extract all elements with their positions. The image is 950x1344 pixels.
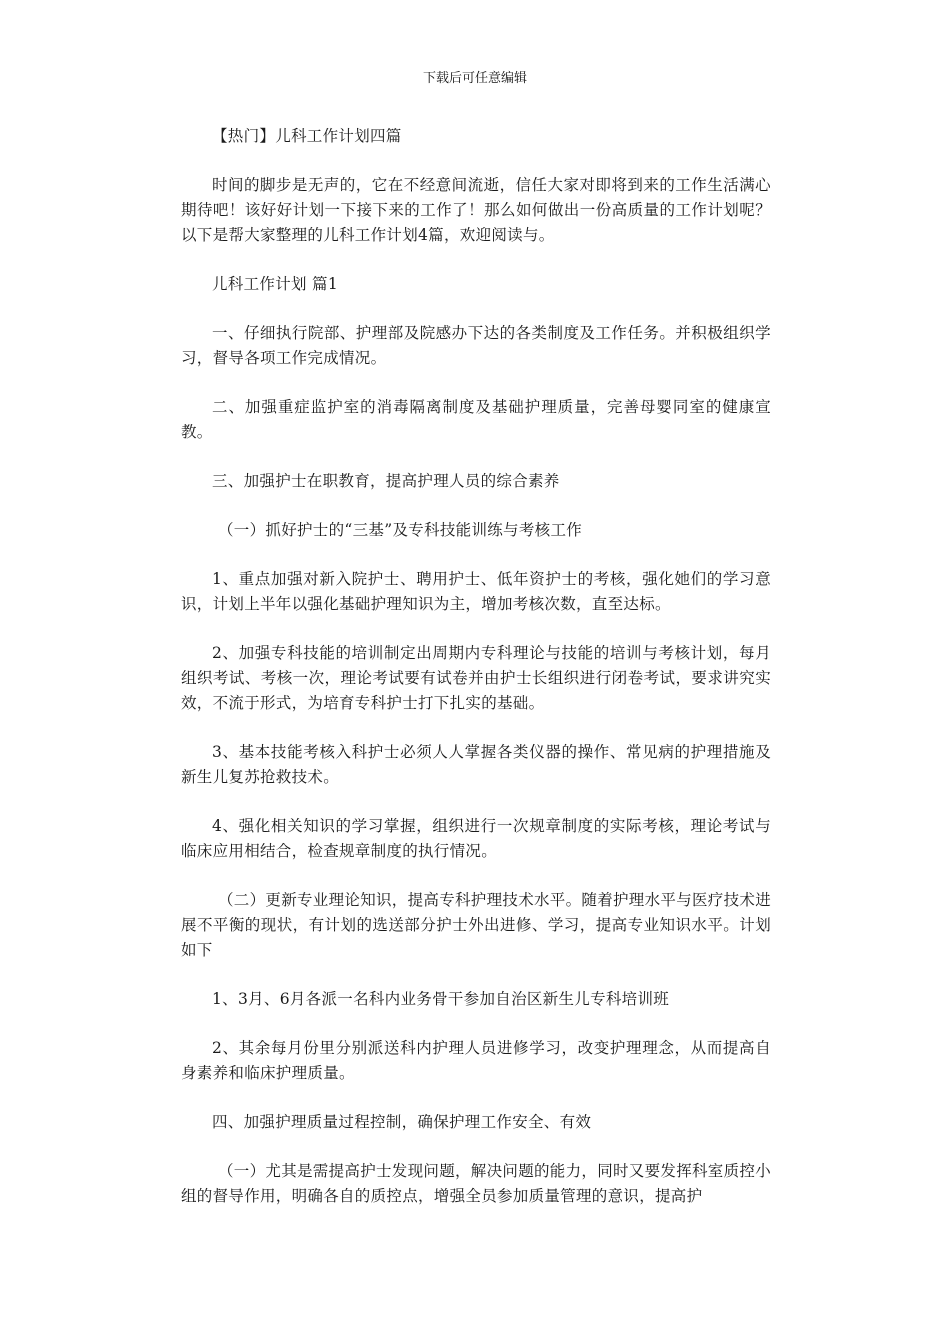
paragraph: （一）尤其是需提高护士发现问题，解决问题的能力，同时又要发挥科室质控小组的督导作用，明确各自的质控点，增强全员参加质量管理的意识，提高护 xyxy=(181,1162,772,1205)
paragraph: 三、加强护士在职教育，提高护理人员的综合素养 xyxy=(212,472,560,490)
document-title: 【热门】儿科工作计划四篇 xyxy=(212,127,402,145)
paragraph: （二）更新专业理论知识，提高专科护理技术水平。随着护理水平与医疗技术进展不平衡的现状，有计划的选送部分护士外出进修、学习，提高专业知识水平。计划如下 xyxy=(181,891,772,959)
paragraph-intro: 时间的脚步是无声的，它在不经意间流逝，信任大家对即将到来的工作生活满心期待吧！该好好计划一下接下来的工作了！那么如何做出一份高质量的工作计划呢？以下是帮大家整理的儿科工作计划4篇，欢迎阅读与。 xyxy=(181,176,771,244)
subheading: （一）抓好护士的“三基”及专科技能训练与考核工作 xyxy=(218,521,583,539)
section-heading: 儿科工作计划 篇1 xyxy=(212,275,338,293)
paragraph: 四、加强护理质量过程控制，确保护理工作安全、有效 xyxy=(212,1113,592,1131)
paragraph: 二、加强重症监护室的消毒隔离制度及基础护理质量，完善母婴同室的健康宣教。 xyxy=(181,398,771,441)
paragraph: 2、加强专科技能的培训制定出周期内专科理论与技能的培训与考核计划，每月组织考试、考核一次，理论考试要有试卷并由护士长组织进行闭卷考试，要求讲究实效，不流于形式，为培育专科护士打下扎实的基础。 xyxy=(181,644,771,712)
paragraph: 1、重点加强对新入院护士、聘用护士、低年资护士的考核，强化她们的学习意识，计划上半年以强化基础护理知识为主，增加考核次数，直至达标。 xyxy=(181,570,771,613)
paragraph: 3、基本技能考核入科护士必须人人掌握各类仪器的操作、常见病的护理措施及新生儿复苏抢救技术。 xyxy=(181,743,771,786)
paragraph: 一、仔细执行院部、护理部及院感办下达的各类制度及工作任务。并积极组织学习，督导各项工作完成情况。 xyxy=(181,324,771,367)
paragraph: 2、其余每月份里分别派送科内护理人员进修学习，改变护理理念，从而提高自身素养和临床护理质量。 xyxy=(181,1039,771,1082)
paragraph: 4、强化相关知识的学习掌握，组织进行一次规章制度的实际考核，理论考试与临床应用相结合，检查规章制度的执行情况。 xyxy=(181,817,771,860)
header-note: 下载后可任意编辑 xyxy=(422,71,527,86)
document-body xyxy=(181,124,771,1233)
paragraph: 1、3月、6月各派一名科内业务骨干参加自治区新生儿专科培训班 xyxy=(212,990,670,1008)
